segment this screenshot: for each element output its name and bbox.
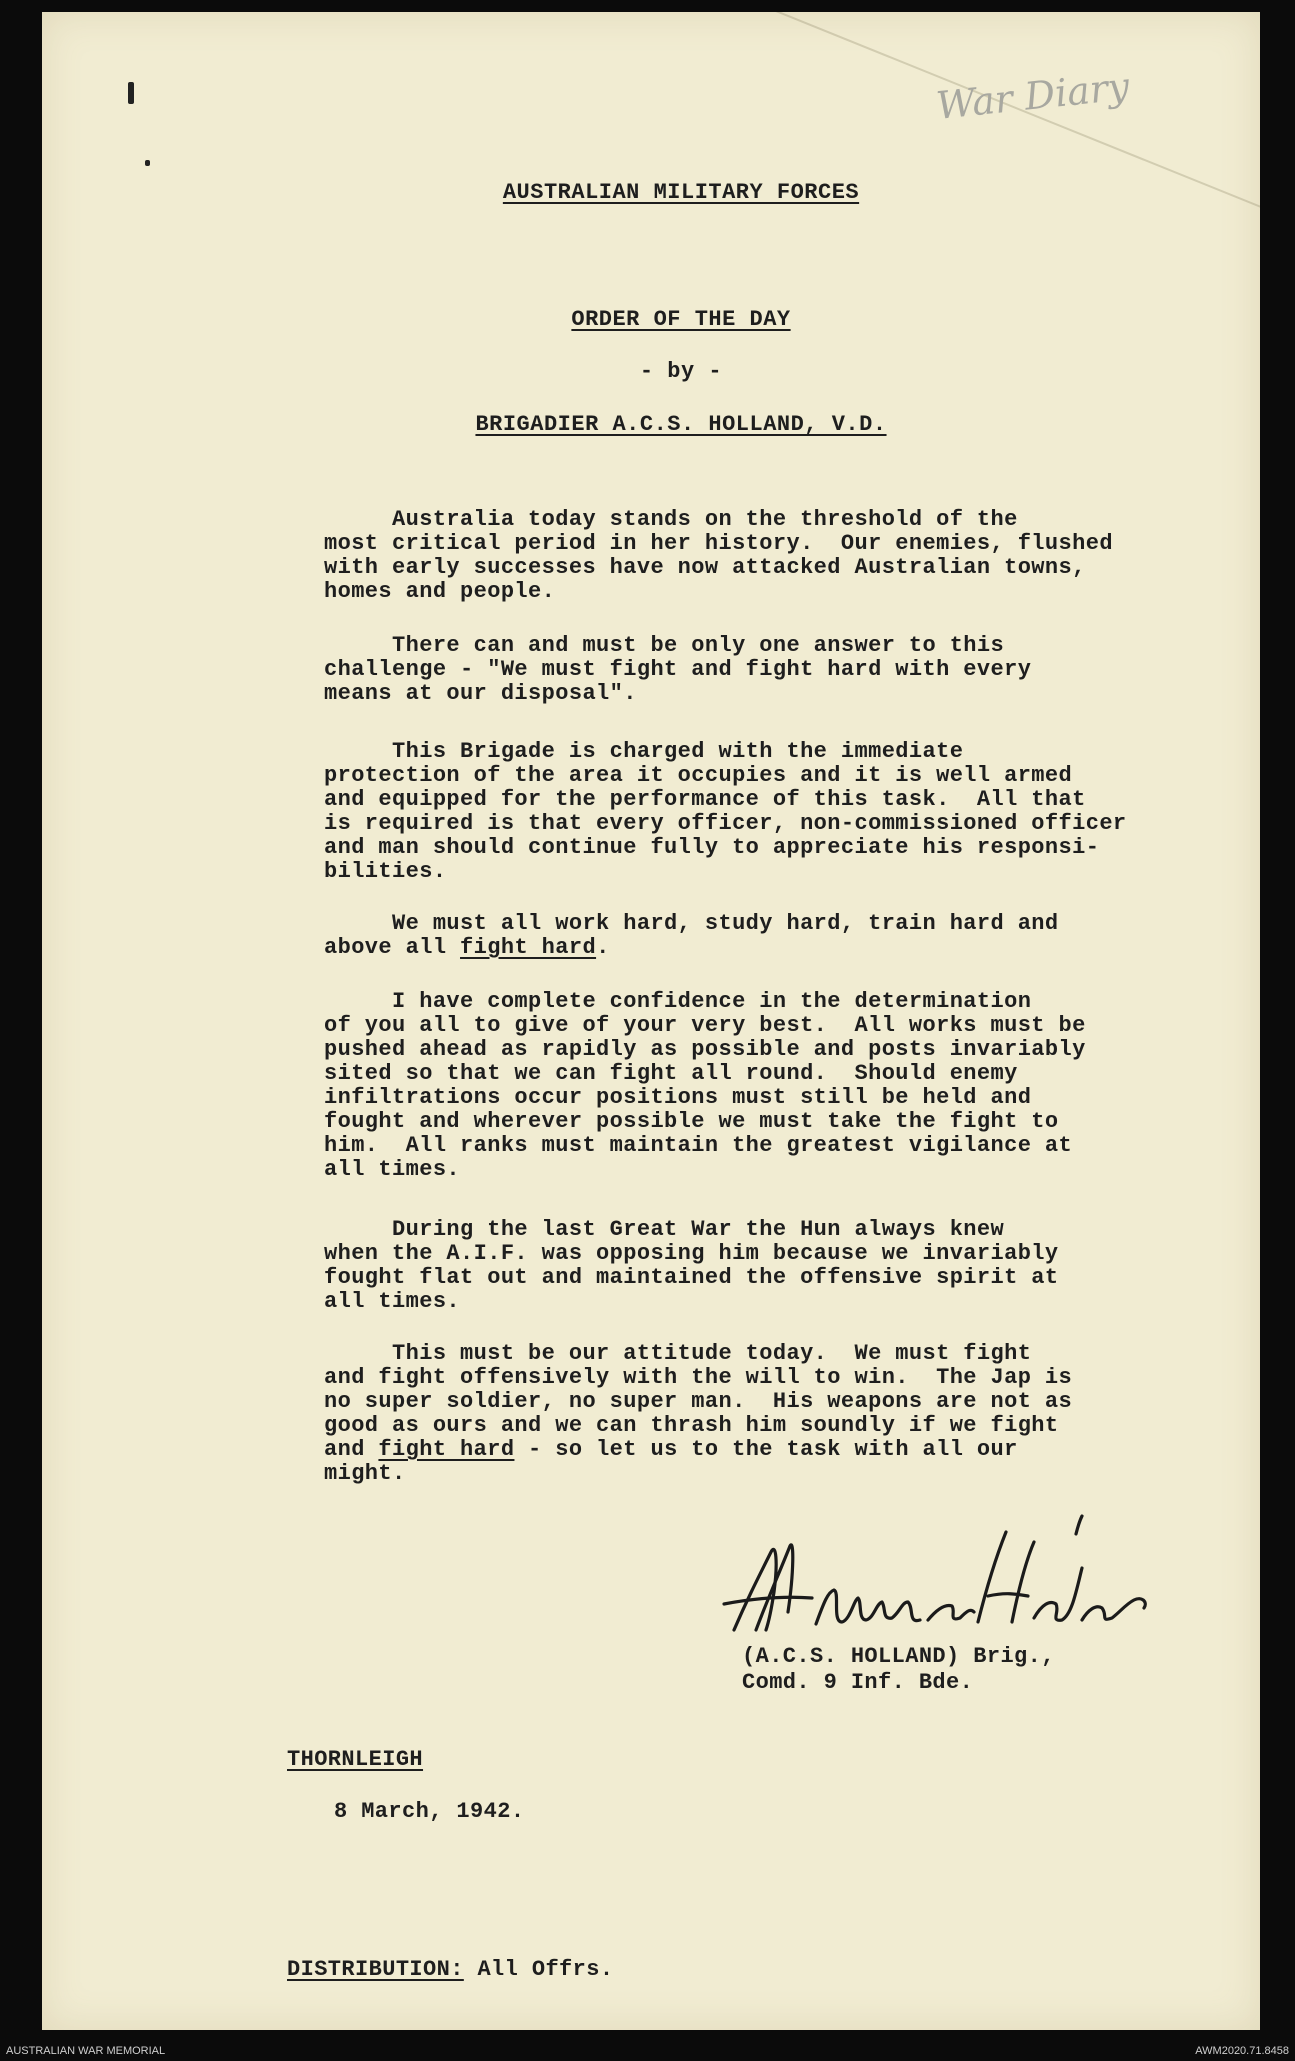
paragraph-1: Australia today stands on the threshold of the most critical period in her history. Our enemies, flushed with early successes have now attacked Australian towns, homes and people. [324, 507, 1113, 604]
paragraph-4-emphasis: fight hard [460, 935, 597, 960]
forces-heading: AUSTRALIAN MILITARY FORCES [502, 180, 860, 205]
paragraph-2: There can and must be only one answer to this challenge - "We must fight and fight hard with every means at our disposal". [324, 633, 1032, 706]
footer-credit: AUSTRALIAN WAR MEMORIAL [6, 2045, 166, 2057]
distribution-line [287, 1958, 1207, 1982]
document-page [42, 12, 1260, 2030]
paragraph-5: I have complete confidence in the determination of you all to give of your very best. All works must be pushed ahead as rapidly as possible and posts invariably sited so that we can fight all round. Should enemy infiltrations occur positions must still be held and fought and wherever possible we must take the fight to him. All ranks must maintain the greatest vigilance at all times. [324, 989, 1086, 1182]
distribution-label: DISTRIBUTION: [287, 1957, 464, 1982]
by-line: - by - [639, 359, 723, 384]
signature-block [742, 1644, 1182, 1696]
paragraph-4-text: We must all work hard, study hard, train hard and above all [324, 911, 1059, 960]
paragraph-7-text: This must be our attitude today. We must fight and fight offensively with the will to win. The Jap is no super soldier, no super man. His weapons are not as good as ours and we can thrash him soundly if we fight and [324, 1341, 1073, 1462]
paragraph-7 [324, 1342, 1244, 1486]
paragraph-4-end: . [596, 935, 610, 960]
distribution-value: All Offrs. [477, 1957, 614, 1982]
place-name: THORNLEIGH [287, 1747, 424, 1772]
signature-title: Comd. 9 Inf. Bde. [742, 1670, 974, 1695]
staple-mark [128, 82, 134, 104]
date-line: 8 March, 1942. [334, 1799, 525, 1824]
handwritten-annotation: War Diary [934, 64, 1132, 128]
signature-name: (A.C.S. HOLLAND) Brig., [742, 1644, 1055, 1669]
paper-fold-line [681, 12, 1260, 311]
footer-bar [0, 2030, 1295, 2061]
pin-hole-mark [145, 160, 150, 166]
paragraph-3: This Brigade is charged with the immediate protection of the area it occupies and it is well armed and equipped for the performance of this task. All that is required is that every officer, non-commissioned officer and man should continue fully to appreciate his responsi- bilities. [324, 739, 1127, 884]
paragraph-4 [324, 912, 1244, 960]
paragraph-6: During the last Great War the Hun always knew when the A.I.F. was opposing him because we invariably fought flat out and maintained the offensive spirit at all times. [324, 1217, 1059, 1314]
paragraph-7-end: - so let us to the task with all our might. [324, 1437, 1018, 1486]
author-heading: BRIGADIER A.C.S. HOLLAND, V.D. [475, 412, 887, 437]
order-title: ORDER OF THE DAY [571, 307, 791, 332]
footer-accession-number: AWM2020.71.8458 [1195, 2045, 1289, 2057]
handwritten-signature [716, 1512, 1156, 1662]
paragraph-7-emphasis: fight hard [378, 1437, 515, 1462]
